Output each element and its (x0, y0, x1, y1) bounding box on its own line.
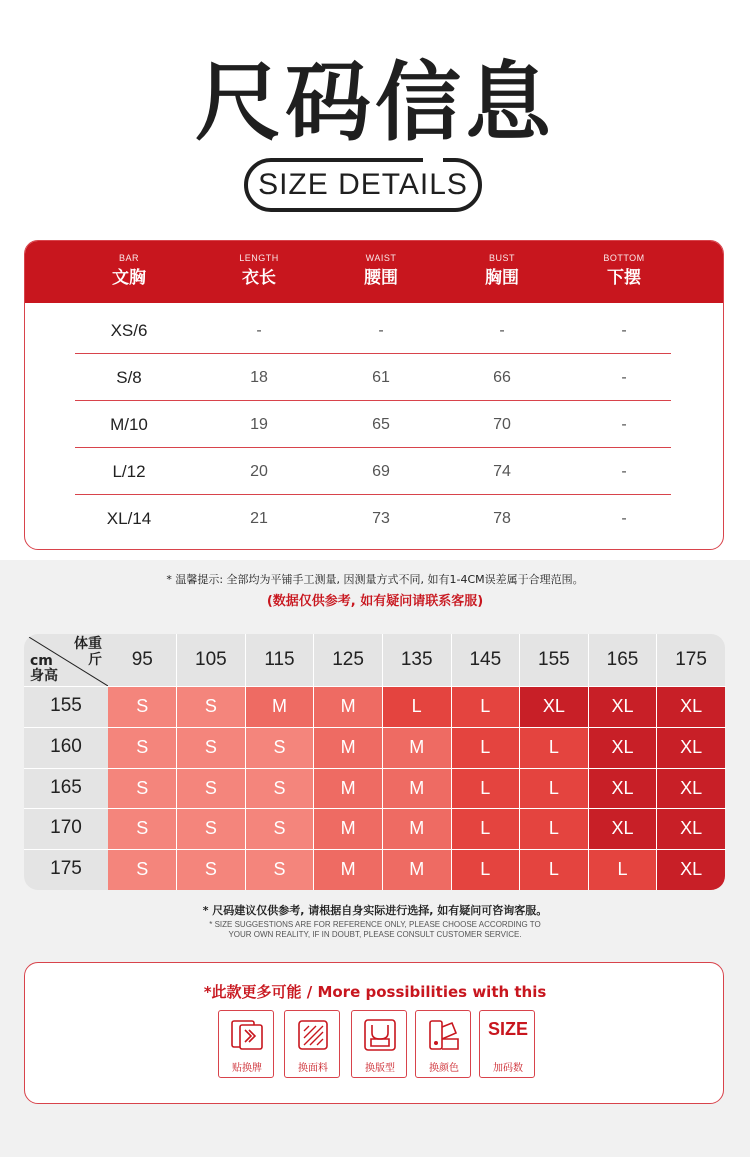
size-recommendation-cell: L (520, 768, 589, 809)
weight-label: 体重 (74, 636, 102, 652)
fabric-icon (295, 1017, 331, 1053)
page-title: 尺码信息 (195, 53, 555, 153)
size-recommendation-cell: M (314, 808, 383, 849)
size-recommendation-cell: M (382, 727, 451, 768)
grid-divider (656, 634, 657, 890)
size-recommendation-cell: L (451, 686, 520, 727)
weight-header: 125 (314, 634, 383, 686)
size-recommendation-cell: S (245, 849, 314, 890)
size-recommendation-cell: S (108, 808, 177, 849)
col-head-bottom (564, 251, 684, 291)
size-recommendation-cell: S (177, 808, 246, 849)
size-recommendation-cell: M (382, 768, 451, 809)
size-recommendation-grid (24, 634, 726, 890)
option-fabric[interactable] (284, 1010, 340, 1078)
col-head-bust (442, 251, 562, 291)
measure-tip: * 温馨提示: 全部均为平铺手工测量, 因测量方式不同, 如有1-4CM误差属于合理范围。 (166, 573, 584, 586)
option-label: 换面料 (298, 1063, 328, 1074)
size-recommendation-cell: L (451, 849, 520, 890)
weight-header: 95 (108, 634, 177, 686)
size-recommendation-cell: S (177, 727, 246, 768)
measurement-cell: - (621, 322, 627, 339)
size-recommendation-cell: XL (520, 686, 589, 727)
option-label: 加码数 (493, 1063, 523, 1074)
weight-header: 155 (520, 634, 589, 686)
height-header: 165 (24, 768, 108, 809)
col-head-en: LENGTH (239, 253, 279, 263)
size-table-row (75, 354, 671, 401)
height-label: 身高 (30, 668, 58, 684)
size-recommendation-cell: XL (588, 686, 657, 727)
size-recommendation-cell: S (245, 768, 314, 809)
size-recommendation-cell: L (382, 686, 451, 727)
measurement-cell: 66 (493, 369, 511, 386)
possibilities-title: *此款更多可能 / More possibilities with this (203, 983, 547, 1001)
option-label: 贴换牌 (232, 1063, 262, 1074)
size-recommendation-cell: L (451, 727, 520, 768)
grid-divider (176, 634, 177, 890)
height-header: 155 (24, 686, 108, 727)
size-recommendation-cell: M (382, 849, 451, 890)
measurement-cell: 20 (250, 463, 268, 480)
height-header: 170 (24, 808, 108, 849)
col-head-cn: 衣长 (242, 268, 276, 288)
grid-divider (24, 849, 726, 850)
size-recommendation-cell: S (245, 727, 314, 768)
reference-note: (数据仅供参考, 如有疑问请联系客服) (266, 594, 484, 609)
suggestion-en-line: YOUR OWN REALITY, IF IN DOUBT, PLEASE CONSULT CUSTOMER SERVICE. (228, 930, 522, 939)
size-table-row (75, 495, 671, 542)
height-header: 160 (24, 727, 108, 768)
size-recommendation-cell: S (177, 686, 246, 727)
weight-header: 165 (588, 634, 657, 686)
measurement-cell: - (621, 369, 627, 386)
size-recommendation-cell: M (314, 768, 383, 809)
tag-swap-icon (229, 1017, 265, 1053)
suggestion-note-en (0, 920, 750, 940)
size-recommendation-cell: S (245, 808, 314, 849)
measurement-cell: 78 (493, 510, 511, 527)
col-head-cn: 文胸 (112, 268, 146, 288)
option-label: 换颜色 (429, 1063, 459, 1074)
size-recommendation-cell: L (520, 808, 589, 849)
grid-divider (382, 634, 383, 890)
size-label: XL/14 (106, 509, 152, 528)
measurement-cell: - (378, 322, 384, 339)
size-recommendation-cell: L (520, 849, 589, 890)
measurement-cell: - (621, 416, 627, 433)
measurement-cell: 65 (372, 416, 390, 433)
size-text-icon: SIZE (487, 1019, 528, 1039)
size-recommendation-cell: S (108, 768, 177, 809)
size-recommendation-cell: S (177, 849, 246, 890)
col-head-cn: 下摆 (607, 268, 641, 288)
color-swatch-icon (426, 1017, 462, 1053)
grid-divider (451, 634, 452, 890)
col-head-cn: 腰围 (364, 268, 398, 288)
size-recommendation-cell: M (382, 808, 451, 849)
size-recommendation-cell: L (520, 727, 589, 768)
size-recommendation-cell: S (108, 727, 177, 768)
grid-divider (24, 768, 726, 769)
size-label: L/12 (112, 462, 146, 481)
grid-divider (313, 634, 314, 890)
measurement-cell: 70 (493, 416, 511, 433)
grid-divider (519, 634, 520, 890)
col-head-length (199, 251, 319, 291)
option-add-size[interactable] (479, 1010, 535, 1078)
weight-header: 145 (451, 634, 520, 686)
size-recommendation-cell: S (177, 768, 246, 809)
measurement-cell: 61 (372, 369, 390, 386)
option-color[interactable] (415, 1010, 471, 1078)
size-recommendation-cell: L (451, 808, 520, 849)
size-recommendation-cell: XL (588, 808, 657, 849)
page-subtitle: SIZE DETAILS (258, 168, 468, 201)
size-table-row (75, 307, 671, 354)
weight-axis-label (74, 636, 102, 668)
measurement-cell: 21 (250, 510, 268, 527)
size-recommendation-cell: XL (657, 686, 726, 727)
weight-header: 175 (657, 634, 726, 686)
suggestion-note: * 尺码建议仅供参考, 请根据自身实际进行选择, 如有疑问可咨询客服。 (202, 904, 548, 917)
size-recommendation-cell: M (314, 727, 383, 768)
col-head-en: BAR (118, 253, 139, 263)
option-swap-tag[interactable] (218, 1010, 274, 1078)
subtitle-pill (244, 158, 482, 212)
size-recommendation-cell: M (314, 686, 383, 727)
measurement-cell: 18 (250, 369, 268, 386)
size-label: M/10 (110, 415, 148, 434)
col-head-en: BUST (488, 253, 515, 263)
height-unit: cm (30, 653, 53, 669)
size-recommendation-cell: L (588, 849, 657, 890)
grid-divider (24, 808, 726, 809)
measurement-cell: - (256, 322, 262, 339)
option-pattern[interactable] (351, 1010, 407, 1078)
weight-header: 115 (245, 634, 314, 686)
suggestion-en-line: * SIZE SUGGESTIONS ARE FOR REFERENCE ONLY, PLEASE CHOOSE ACCORDING TO (209, 920, 541, 929)
measurement-cell: 19 (250, 416, 268, 433)
col-head-cn: 胸围 (485, 268, 519, 288)
size-recommendation-cell: XL (657, 768, 726, 809)
size-label: XS/6 (110, 321, 148, 340)
height-header: 175 (24, 849, 108, 890)
size-recommendation-cell: XL (657, 808, 726, 849)
measurement-cell: 69 (372, 463, 390, 480)
col-head-en: BOTTOM (603, 253, 645, 263)
grid-divider (24, 686, 726, 687)
size-table-row (75, 401, 671, 448)
height-axis-label (30, 654, 58, 684)
grid-divider (245, 634, 246, 890)
size-table (24, 240, 724, 550)
measurement-cell: 73 (372, 510, 390, 527)
size-table-row (75, 448, 671, 495)
size-recommendation-cell: XL (657, 727, 726, 768)
size-label: S/8 (116, 368, 142, 387)
measurement-cell: - (621, 510, 627, 527)
size-recommendation-cell: XL (588, 768, 657, 809)
option-label: 换版型 (365, 1063, 395, 1074)
possibilities-card (24, 962, 724, 1104)
col-head-waist (321, 251, 441, 291)
size-recommendation-cell: S (108, 686, 177, 727)
size-recommendation-cell: M (314, 849, 383, 890)
size-recommendation-cell: XL (588, 727, 657, 768)
measurement-cell: - (621, 463, 627, 480)
size-recommendation-cell: XL (657, 849, 726, 890)
grid-divider (24, 727, 726, 728)
weight-header: 135 (382, 634, 451, 686)
size-recommendation-cell: M (245, 686, 314, 727)
garment-pattern-icon (362, 1017, 398, 1053)
pill-notch (423, 154, 443, 164)
weight-header: 105 (177, 634, 246, 686)
weight-unit: 斤 (88, 652, 102, 668)
size-table-header (25, 241, 724, 303)
measurement-cell: - (499, 322, 505, 339)
size-recommendation-cell: L (451, 768, 520, 809)
grid-divider (588, 634, 589, 890)
col-head-en: WAIST (365, 253, 397, 263)
size-recommendation-cell: S (108, 849, 177, 890)
grid-corner (24, 634, 108, 686)
measurement-cell: 74 (493, 463, 511, 480)
col-head-bar (69, 251, 189, 291)
